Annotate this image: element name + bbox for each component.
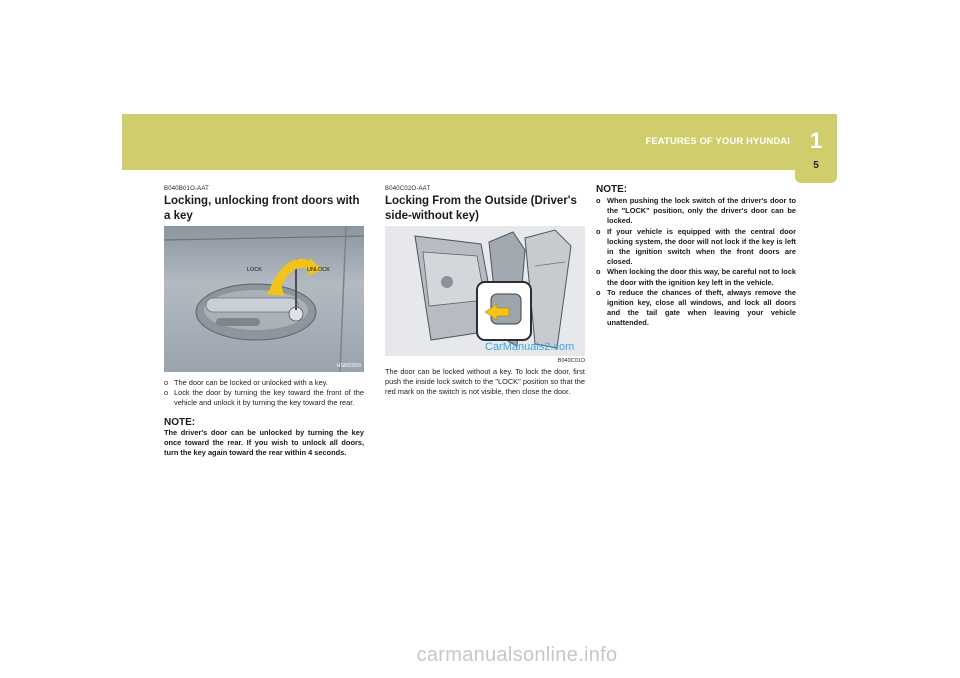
list-item: o To reduce the chances of theft, always remove the ignition key, close all windows, and lock all doors and the tail gate when leaving your vehicle unattended. [596, 287, 796, 328]
bullet-list [164, 378, 364, 409]
list-item: o When pushing the lock switch of the driver's door to the "LOCK" position, only the driver's door can be locked. [596, 196, 796, 226]
note-body: The driver's door can be unlocked by turning the key once toward the rear. If you wish to unlock all doors, turn the key again toward the rear within 4 seconds. [164, 427, 364, 458]
door-handle-illustration [164, 226, 364, 372]
figure-code: HSM2003 [336, 363, 361, 369]
list-item: o The door can be locked or unlocked with a key. [164, 378, 328, 387]
list-item: o If your vehicle is equipped with the central door locking system, the door will not lock if the key is left in the ignition switch when the front doors are closed. [596, 226, 796, 267]
open-door-figure [385, 226, 585, 356]
body-paragraph: The door can be locked without a key. To lock the door, first push the inside lock switch to the "LOCK" position so that the red mark on the switch is not visible, then close the door. [385, 367, 585, 397]
list-item: o Lock the door by turning the key toward the front of the vehicle and unlock it by turning the key toward the rear. [164, 388, 364, 408]
site-watermark: carmanualsonline.info [416, 644, 618, 666]
lock-label: LOCK [247, 267, 262, 273]
section-code: B040B01O-AAT [164, 186, 209, 192]
carmanuals-watermark: CarManuals2.com [485, 341, 575, 353]
column-note [596, 184, 796, 329]
door-handle-figure [164, 226, 364, 372]
section-heading: Locking, unlocking front doors with a key [164, 195, 360, 222]
list-item: o When locking the door this way, be careful not to lock the door with the ignition key left in the vehicle. [596, 267, 796, 287]
page-number: 5 [813, 160, 819, 171]
column-outside-locking [385, 186, 585, 398]
figure-code: B040C01O [557, 358, 585, 364]
note-title: NOTE: [164, 416, 196, 428]
section-title: FEATURES OF YOUR HYUNDAI [645, 136, 790, 147]
chapter-number: 1 [809, 128, 823, 153]
open-door-illustration [385, 226, 585, 356]
section-code: B040C02O-AAT [385, 186, 431, 192]
note-list [596, 196, 796, 329]
column-key-locking [164, 186, 364, 458]
note-title: NOTE: [596, 184, 628, 195]
unlock-label: UNLOCK [307, 267, 330, 273]
section-heading: Locking From the Outside (Driver's side-without key) [385, 195, 577, 222]
